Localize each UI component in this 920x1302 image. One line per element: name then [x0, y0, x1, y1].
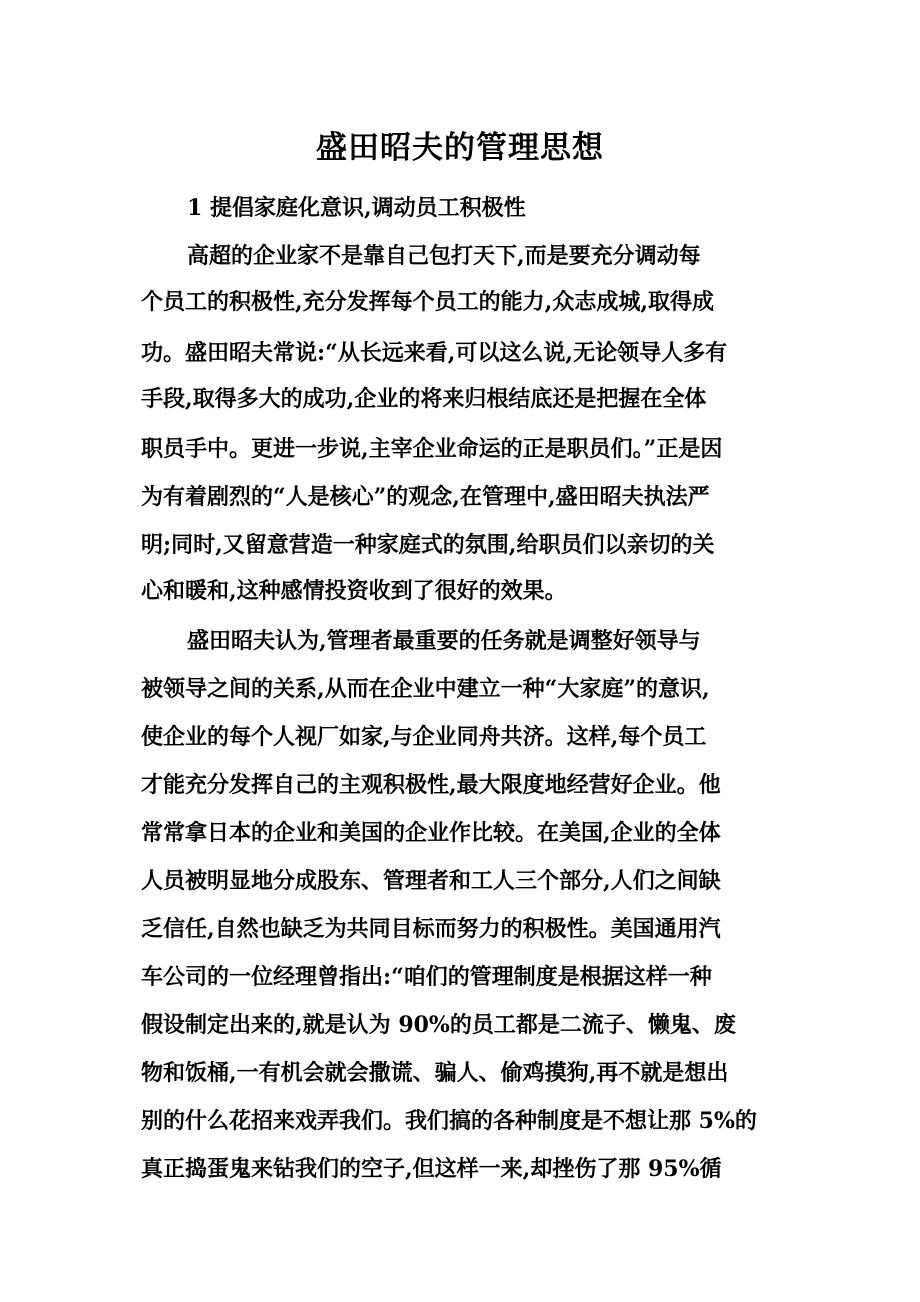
- paragraph-line: 手段,取得多大的成功,企业的将来归根结底还是把握在全体: [141, 386, 707, 412]
- paragraph-line: 才能充分发挥自己的主观积极性,最大限度地经营好企业。他: [141, 772, 721, 798]
- paragraph-line: 为有着剧烈的“人是核心”的观念,在管理中,盛田昭夫执法严: [141, 484, 710, 510]
- paragraph-line: 心和暖和,这种感情投资收到了很好的效果。: [141, 578, 567, 604]
- paragraph-line: 物和饭桶,一有机会就会撒谎、骗人、偷鸡摸狗,再不就是想出: [141, 1060, 729, 1086]
- section-heading: 1 提倡家庭化意识,调动员工积极性: [187, 195, 526, 221]
- paragraph-line: 功。盛田昭夫常说:“从长远来看,可以这么说,无论领导人多有: [141, 340, 728, 366]
- paragraph-line: 车公司的一位经理曾指出:“咱们的管理制度是根据这样一种: [141, 964, 712, 990]
- paragraph-line: 使企业的每个人视厂如家,与企业同舟共济。这样,每个员工: [141, 724, 707, 750]
- paragraph-line: 被领导之间的关系,从而在企业中建立一种“大家庭”的意识,: [141, 676, 710, 702]
- paragraph-line: 别的什么花招来戏弄我们。我们搞的各种制度是不想让那 5%的: [141, 1108, 757, 1134]
- page-title: 盛田昭夫的管理思想: [316, 130, 604, 166]
- paragraph-line: 高超的企业家不是靠自己包打天下,而是要充分调动每: [187, 243, 701, 269]
- paragraph-line: 真正捣蛋鬼来钻我们的空子,但这样一来,却挫伤了那 95%循: [141, 1156, 722, 1182]
- paragraph-line: 明;同时,又留意营造一种家庭式的氛围,给职员们以亲切的关: [141, 532, 715, 558]
- paragraph-line: 个员工的积极性,充分发挥每个员工的能力,众志成城,取得成: [141, 289, 714, 315]
- paragraph-line: 常常拿日本的企业和美国的企业作比较。在美国,企业的全体: [141, 820, 721, 846]
- paragraph-line: 假设制定出来的,就是认为 90%的员工都是二流子、懒鬼、废: [141, 1012, 736, 1038]
- paragraph-line: 人员被明显地分成股东、管理者和工人三个部分,人们之间缺: [141, 868, 721, 894]
- paragraph-line: 盛田昭夫认为,管理者最重要的任务就是调整好领导与: [187, 628, 701, 654]
- paragraph-line: 乏信任,自然也缺乏为共同目标而努力的积极性。美国通用汽: [141, 916, 721, 942]
- paragraph-line: 职员手中。更进一步说,主宰企业命运的正是职员们。”正是因: [141, 436, 723, 462]
